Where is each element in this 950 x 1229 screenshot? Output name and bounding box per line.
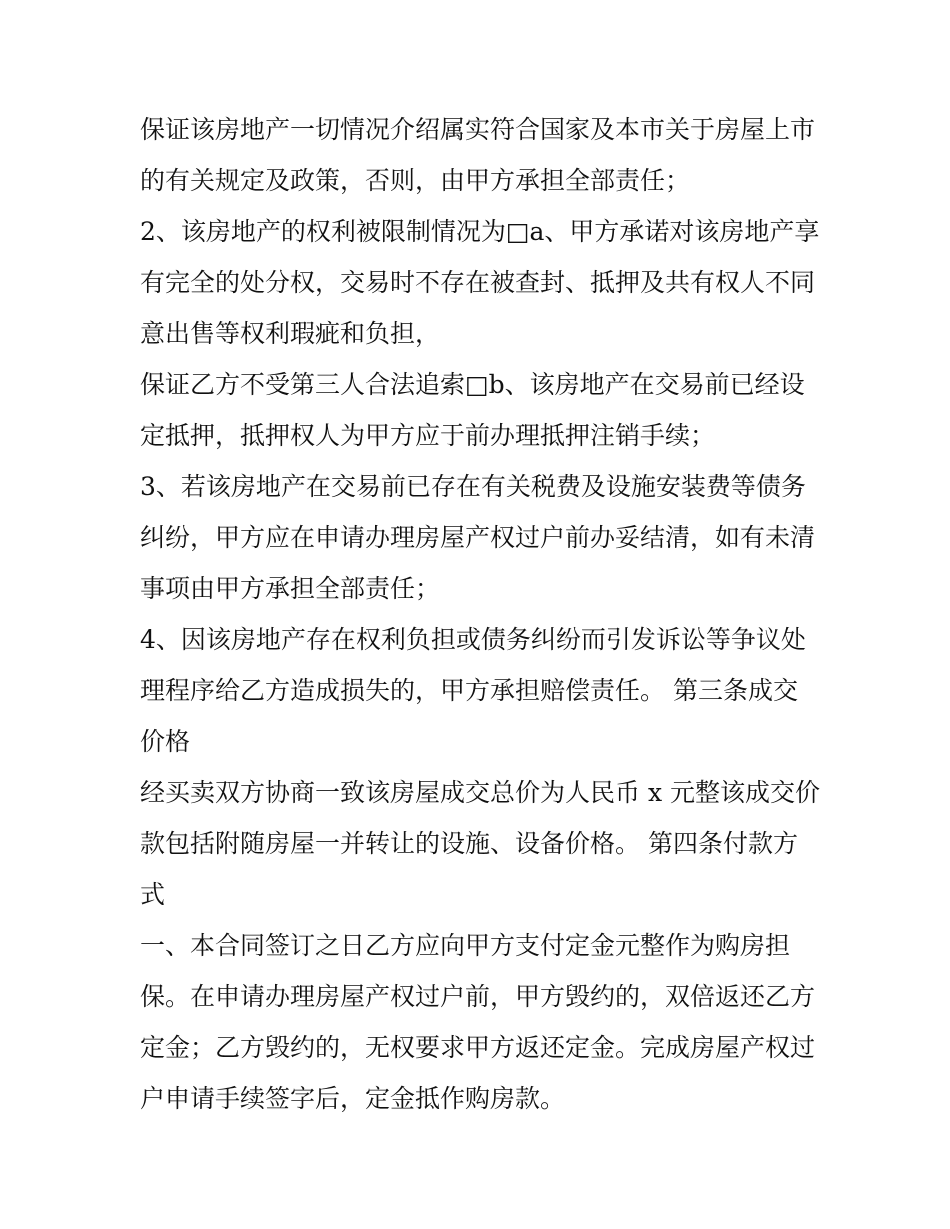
text-line: 4、因该房地产存在权利负担或债务纠纷而引发诉讼等争议处 [140, 625, 806, 654]
text-line: 定抵押，抵押权人为甲方应于前办理抵押注销手续； [140, 421, 716, 450]
text-line: 一、本合同签订之日乙方应向甲方支付定金元整作为购房担 [140, 931, 791, 960]
text-line: 的有关规定及政策，否则，由甲方承担全部责任； [140, 166, 691, 195]
text-line: 事项由甲方承担全部责任； [140, 574, 441, 603]
text-line: 保证乙方不受第三人合法追索□b、该房地产在交易前已经设 [140, 370, 805, 399]
text-line: 价格 [140, 727, 191, 756]
text-line: 纠纷，甲方应在申请办理房屋产权过户前办妥结清，如有未清 [140, 523, 816, 552]
text-line: 理程序给乙方造成损失的，甲方承担赔偿责任。 第三条成交 [140, 676, 798, 705]
text-line: 意出售等权利瑕疵和负担， [140, 319, 441, 348]
text-line: 保。在申请办理房屋产权过户前，甲方毁约的，双倍返还乙方 [140, 982, 816, 1011]
text-line: 定金；乙方毁约的，无权要求甲方返还定金。完成房屋产权过 [140, 1033, 816, 1062]
text-line: 3、若该房地产在交易前已存在有关税费及设施安装费等债务 [140, 472, 806, 501]
text-line: 保证该房地产一切情况介绍属实符合国家及本市关于房屋上市 [140, 115, 816, 144]
text-line: 2、该房地产的权利被限制情况为□a、甲方承诺对该房地产享 [140, 217, 820, 246]
text-line: 式 [140, 880, 166, 909]
text-line: 户申请手续签字后，定金抵作购房款。 [140, 1084, 566, 1113]
text-line: 有完全的处分权，交易时不存在被查封、抵押及共有权人不同 [140, 268, 816, 297]
text-line: 款包括附随房屋一并转让的设施、设备价格。 第四条付款方 [140, 829, 798, 858]
text-line: 经买卖双方协商一致该房屋成交总价为人民币 x 元整该成交价 [140, 778, 820, 807]
document-body [140, 104, 820, 1124]
